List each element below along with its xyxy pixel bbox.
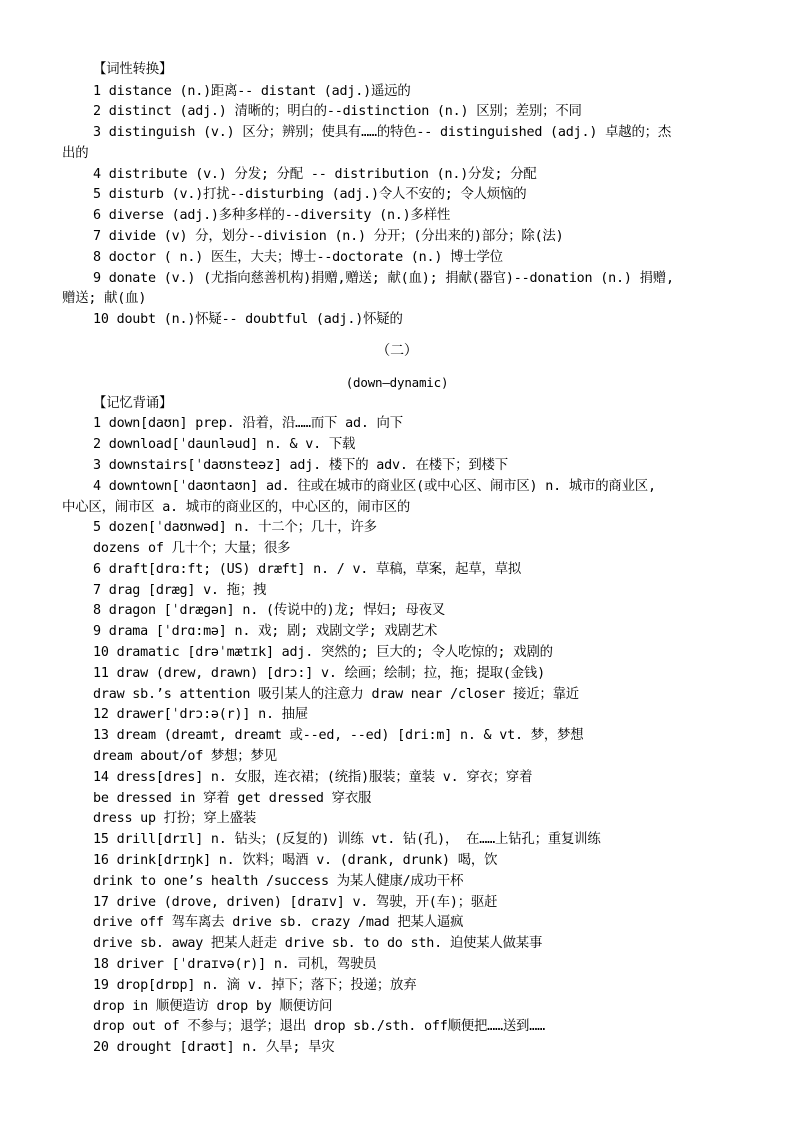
vocab-line-continuation: 中心区，闹市区 a. 城市的商业区的，中心区的，闹市区的 (62, 500, 411, 515)
entry-line: 5 disturb (v.)打扰--disturbing (adj.)令人不安的; 令人烦恼的 (93, 187, 527, 202)
vocab-line: 15 drill[drɪl] n. 钻头；(反复的) 训练 vt. 钻(孔)， 在……上钻孔；重复训练 (93, 832, 601, 847)
entry-line: 9 donate (v.) (尤指向慈善机构)捐赠,赠送; 献(血); 捐献(器官)--donation (n.) 捐赠, (93, 271, 674, 286)
vocab-line: dress up 打扮；穿上盛装 (93, 811, 257, 826)
entry-line: 3 distinguish (v.) 区分；辨别；使具有……的特色-- distinguished (adj.) 卓越的；杰 (93, 125, 672, 140)
entry-line: 8 doctor ( n.) 医生，大夫；博士--doctorate (n.) 博士学位 (93, 250, 503, 265)
vocab-line: 16 drink[drɪŋk] n. 饮料；喝酒 v. (drank, drunk) 喝，饮 (93, 853, 498, 868)
section-number: （二） (376, 343, 418, 359)
vocab-line: drop out of 不参与；退学；退出 drop sb./sth. off顺便把……送到…… (93, 1019, 545, 1034)
vocab-line: be dressed in 穿着 get dressed 穿衣服 (93, 791, 372, 806)
vocab-line: 11 draw (drew, drawn) [drɔ:] v. 绘画；绘制；拉，拖；提取(金钱) (93, 666, 545, 681)
entry-line: 10 doubt (n.)怀疑-- doubtful (adj.)怀疑的 (93, 312, 403, 327)
vocab-line: 2 download[ˈdaunləud] n. & v. 下载 (93, 437, 356, 452)
entry-line: 4 distribute (v.) 分发; 分配 -- distribution (n.)分发; 分配 (93, 167, 537, 182)
vocab-line: drink to one’s health /success 为某人健康/成功干杯 (93, 874, 464, 889)
vocab-line: 9 drama [ˈdrɑ:mə] n. 戏; 剧; 戏剧文学; 戏剧艺术 (93, 624, 438, 639)
vocab-line: 19 drop[drɒp] n. 滴 v. 掉下；落下；投递；放弃 (93, 978, 417, 993)
vocab-line: drive off 驾车离去 drive sb. crazy /mad 把某人逼疯 (93, 915, 464, 930)
section-header-memorize: 【记忆背诵】 (93, 396, 173, 411)
vocab-line: 18 driver [ˈdraɪvə(r)] n. 司机，驾驶员 (93, 957, 377, 972)
section-range: (down—dynamic) (345, 375, 449, 390)
vocab-line: 20 drought [draʊt] n. 久旱; 旱灾 (93, 1040, 335, 1055)
vocab-line: 8 dragon [ˈdrægən] n. (传说中的)龙; 悍妇; 母夜叉 (93, 603, 446, 618)
vocab-line: drive sb. away 把某人赶走 drive sb. to do sth. 迫使某人做某事 (93, 936, 543, 951)
vocab-line: 10 dramatic [drəˈmætɪk] adj. 突然的; 巨大的; 令人吃惊的; 戏剧的 (93, 645, 553, 660)
vocab-line: 12 drawer[ˈdrɔ:ə(r)] n. 抽屉 (93, 707, 309, 722)
entry-line: 7 divide (v) 分，划分--division (n.) 分开；(分出来的)部分；除(法) (93, 229, 564, 244)
vocab-line: 3 downstairs[ˈdaʊnsteəz] adj. 楼下的 adv. 在楼下；到楼下 (93, 458, 508, 473)
vocab-line: 13 dream (dreamt, dreamt 或--ed, --ed) [dri:m] n. & vt. 梦，梦想 (93, 728, 584, 743)
vocab-line: 4 downtown[ˈdaʊntaʊn] ad. 往或在城市的商业区(或中心区、闹市区) n. 城市的商业区, (93, 479, 656, 494)
vocab-line: dozens of 几十个；大量；很多 (93, 541, 291, 556)
vocab-line: 7 drag [dræg] v. 拖；拽 (93, 583, 267, 598)
vocab-line: 14 dress[dres] n. 女服，连衣裙；(统指)服装；童装 v. 穿衣；穿着 (93, 770, 533, 785)
vocab-line: draw sb.’s attention 吸引某人的注意力 draw near /closer 接近；靠近 (93, 687, 579, 702)
vocab-line: drop in 顺便造访 drop by 顺便访问 (93, 999, 333, 1014)
vocab-line: 17 drive (drove, driven) [draɪv] v. 驾驶，开(车)；驱赶 (93, 895, 498, 910)
vocab-line: 1 down[daʊn] prep. 沿着，沿……而下 ad. 向下 (93, 416, 403, 431)
vocab-line: 5 dozen[ˈdaʊnwəd] n. 十二个；几十，许多 (93, 520, 377, 535)
vocab-line: dream about/of 梦想；梦见 (93, 749, 277, 764)
entry-line: 6 diverse (adj.)多种多样的--diversity (n.)多样性 (93, 208, 451, 223)
entry-line: 1 distance (n.)距离-- distant (adj.)遥远的 (93, 84, 411, 99)
entry-line-continuation: 赠送; 献(血) (62, 291, 147, 306)
vocab-line: 6 draft[drɑ:ft; (US) dræft] n. / v. 草稿，草案，起草，草拟 (93, 562, 522, 577)
entry-line-continuation: 出的 (62, 146, 89, 161)
section-header-word-forms: 【词性转换】 (93, 62, 173, 77)
entry-line: 2 distinct (adj.) 清晰的；明白的--distinction (n.) 区别；差别；不同 (93, 104, 582, 119)
